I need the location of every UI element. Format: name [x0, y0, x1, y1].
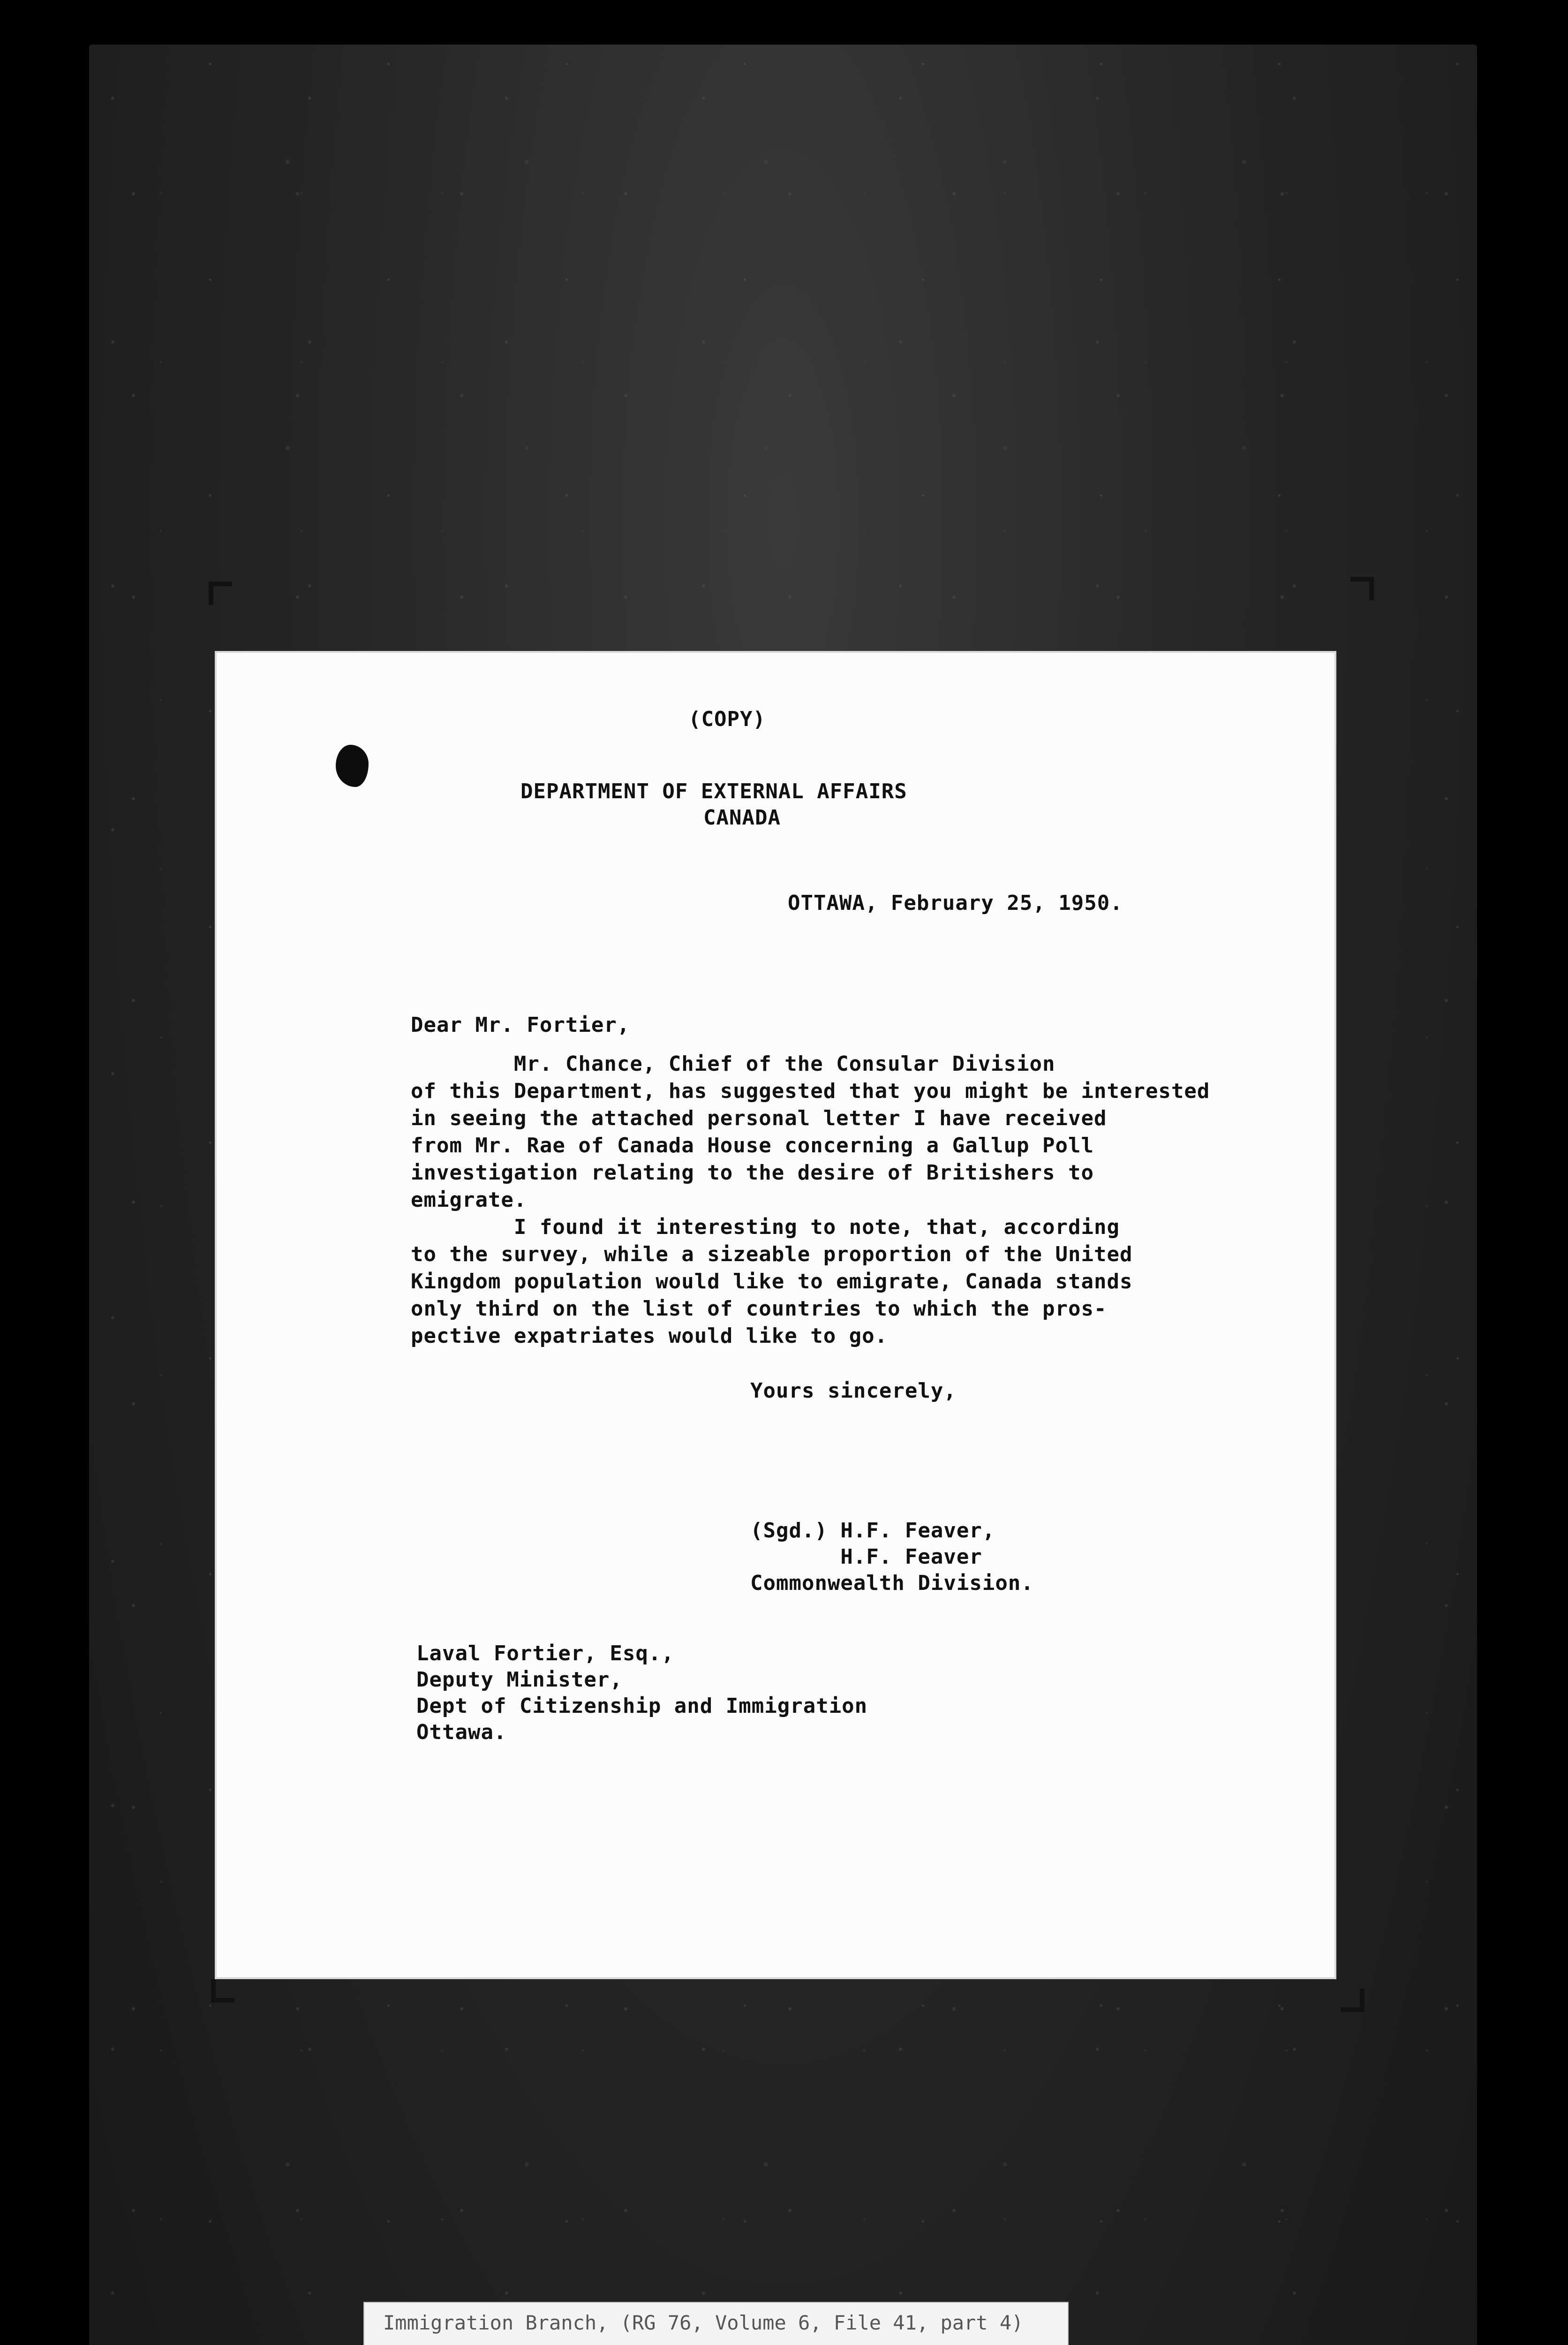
addressee-block: Laval Fortier, Esq., Deputy Minister, Dept of Citizenship and Immigration Ottawa. — [416, 1642, 868, 1744]
letter-page — [215, 651, 1336, 1979]
body-paragraph-1: Mr. Chance, Chief of the Consular Division of this Department, has suggested that you might be interested in seeing the attached personal letter I have received from Mr. Rae of Canada House concerning a Gallup Poll investigation relating to the desire of Britishers to emigrate. — [411, 1052, 1210, 1212]
salutation: Dear Mr. Fortier, — [411, 1013, 630, 1037]
signature-block: (Sgd.) H.F. Feaver, H.F. Feaver Commonwealth Division. — [750, 1519, 1034, 1595]
ink-blot — [336, 745, 369, 787]
corner-register-mark — [209, 582, 232, 605]
archive-reference-slip — [363, 2302, 1069, 2345]
department-heading: DEPARTMENT OF EXTERNAL AFFAIRS — [520, 779, 907, 803]
copy-label: (COPY) — [688, 707, 766, 731]
date-line: OTTAWA, February 25, 1950. — [788, 891, 1123, 915]
body-paragraph-2: I found it interesting to note, that, according to the survey, while a sizeable proportion of the United Kingdom population would like to emigrate, Canada stands only third on the list of countries to which the pros- pective expatriates would like to go. — [411, 1215, 1133, 1348]
corner-register-mark — [1341, 1989, 1364, 2012]
closing: Yours sincerely, — [750, 1379, 957, 1403]
corner-register-mark — [1350, 577, 1374, 600]
archive-reference: Immigration Branch, (RG 76, Volume 6, File 41, part 4) — [383, 2311, 1024, 2334]
department-country: CANADA — [703, 806, 781, 830]
corner-register-mark — [211, 1979, 234, 2003]
